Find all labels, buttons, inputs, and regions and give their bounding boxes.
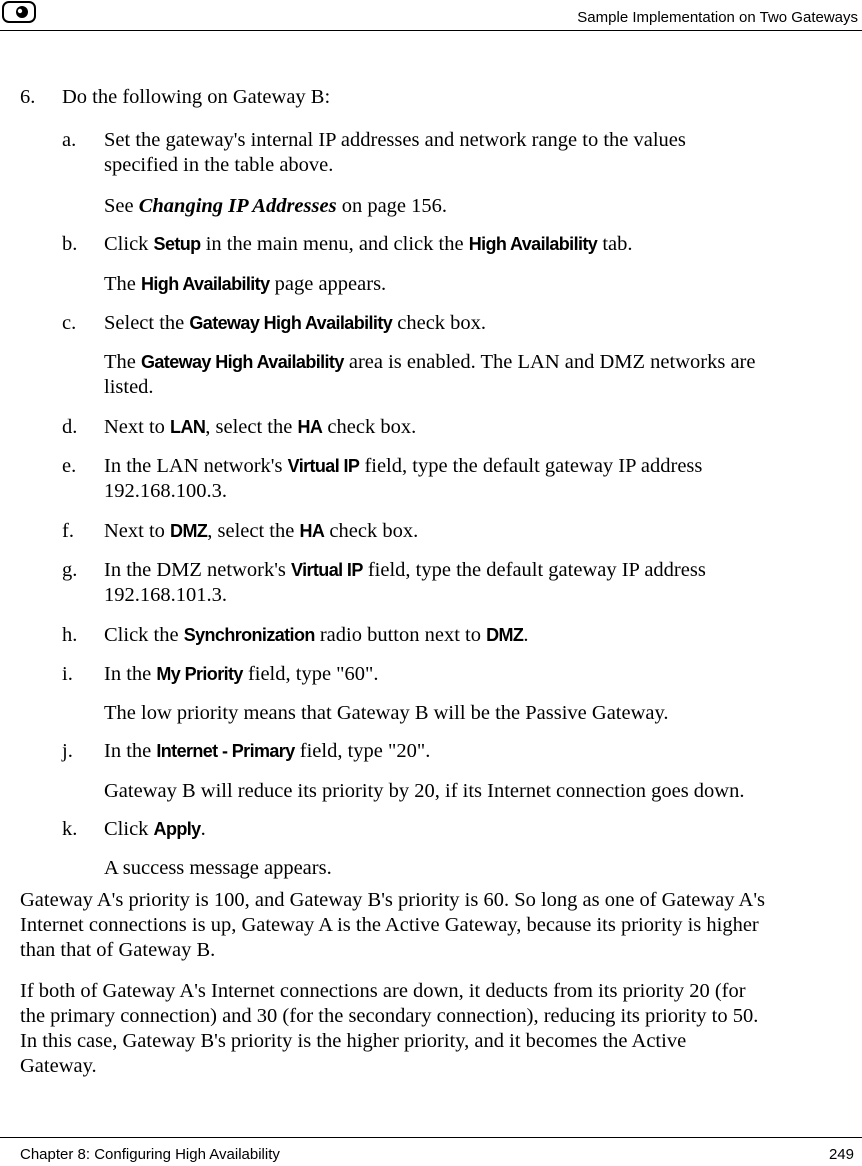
text-run: In the LAN network's <box>104 455 288 477</box>
text-run: field, type "60". <box>242 663 379 685</box>
text-run: The <box>104 351 141 373</box>
paragraph-1-line: Internet connections is up, Gateway A is the Active Gateway, because its priority is higher <box>20 914 759 936</box>
substep-k-result: A success message appears. <box>104 857 332 879</box>
sofaware-logo-icon <box>2 1 36 23</box>
substep-letter: a. <box>62 129 77 151</box>
step-text: Do the following on Gateway B: <box>62 86 331 108</box>
substep-j-result: Gateway B will reduce its priority by 20, if its Internet connection goes down. <box>104 780 745 802</box>
paragraph-1-line: than that of Gateway B. <box>20 939 216 961</box>
paragraph-2-line: the primary connection) and 30 (for the secondary connection), reducing its priority to 50. <box>20 1005 759 1027</box>
text-run: . <box>200 818 206 840</box>
ui-term: Virtual IP <box>291 560 363 580</box>
substep-a-text-cont: specified in the table above. <box>104 154 334 176</box>
text-run: Click <box>104 233 154 255</box>
text-run: radio button next to <box>314 624 487 646</box>
text-run: . <box>523 624 529 646</box>
text-run: Click the <box>104 624 184 646</box>
text-run: check box. <box>324 520 419 542</box>
substep-letter: d. <box>62 416 78 438</box>
substep-letter: h. <box>62 624 78 646</box>
substep-f-text <box>104 520 418 543</box>
text-run: , select the <box>205 416 298 438</box>
ui-term: High Availability <box>141 274 270 294</box>
substep-b-text <box>104 233 633 256</box>
substep-letter: e. <box>62 455 77 477</box>
see-prefix: See <box>104 195 139 217</box>
substep-a-text: Set the gateway's internal IP addresses and network range to the values <box>104 129 686 151</box>
text-run: In the <box>104 740 157 762</box>
ui-term: DMZ <box>486 625 524 645</box>
text-run: Next to <box>104 520 171 542</box>
changing-ip-addresses-link[interactable]: Changing IP Addresses <box>138 195 337 217</box>
ui-term: Internet - Primary <box>156 741 295 761</box>
text-run: Next to <box>104 416 171 438</box>
ui-term: My Priority <box>156 664 243 684</box>
substep-c-result-cont: listed. <box>104 376 154 398</box>
paragraph-1-line: Gateway A's priority is 100, and Gateway B's priority is 60. So long as one of Gateway A's <box>20 889 765 911</box>
text-run: In the <box>104 663 157 685</box>
substep-letter: b. <box>62 233 78 255</box>
ui-term: Gateway High Availability <box>141 352 344 372</box>
text-run: The <box>104 273 141 295</box>
substep-h-text <box>104 624 528 647</box>
substep-g-text-cont: 192.168.101.3. <box>104 584 227 606</box>
step-number: 6. <box>20 86 36 108</box>
ui-term: Gateway High Availability <box>189 313 393 333</box>
text-run: tab. <box>597 233 633 255</box>
text-run: field, type the default gateway IP address <box>359 455 703 477</box>
see-suffix: on page 156. <box>336 195 448 217</box>
ui-term: DMZ <box>170 521 208 541</box>
substep-e-text <box>104 455 702 478</box>
ui-term: High Availability <box>468 234 598 254</box>
substep-c-text <box>104 312 486 335</box>
text-run: in the main menu, and click the <box>200 233 469 255</box>
substep-k-text <box>104 818 206 841</box>
text-run: field, type "20". <box>294 740 431 762</box>
substep-j-text <box>104 740 430 763</box>
substep-letter: g. <box>62 559 78 581</box>
paragraph-2-line: In this case, Gateway B's priority is the higher priority, and it becomes the Active <box>20 1030 687 1052</box>
text-run: page appears. <box>269 273 387 295</box>
text-run: field, type the default gateway IP address <box>362 559 706 581</box>
substep-letter: k. <box>62 818 78 840</box>
ui-term: Apply <box>153 819 201 839</box>
paragraph-2-line: If both of Gateway A's Internet connections are down, it deducts from its priority 20 (for <box>20 980 746 1002</box>
header-title: Sample Implementation on Two Gateways <box>577 9 858 26</box>
paragraph-2-line: Gateway. <box>20 1055 97 1077</box>
text-run: check box. <box>322 416 417 438</box>
substep-e-text-cont: 192.168.100.3. <box>104 480 227 502</box>
footer-chapter: Chapter 8: Configuring High Availability <box>20 1146 280 1163</box>
ui-term: HA <box>299 521 325 541</box>
substep-letter: f. <box>62 520 74 542</box>
ui-term: Synchronization <box>183 625 315 645</box>
substep-letter: j. <box>62 740 73 762</box>
text-run: Select the <box>104 312 190 334</box>
substep-i-text <box>104 663 379 686</box>
ui-term: Setup <box>153 234 201 254</box>
substep-c-result <box>104 351 756 374</box>
substep-letter: i. <box>62 663 73 685</box>
substep-i-result: The low priority means that Gateway B will be the Passive Gateway. <box>104 702 669 724</box>
substep-letter: c. <box>62 312 77 334</box>
text-run: In the DMZ network's <box>104 559 292 581</box>
footer-page-number: 249 <box>828 1146 854 1163</box>
substep-d-text <box>104 416 416 439</box>
text-run: area is enabled. The LAN and DMZ networks are <box>343 351 756 373</box>
page-footer <box>0 1137 862 1166</box>
ui-term: HA <box>297 417 323 437</box>
page-header <box>0 0 862 31</box>
text-run: , select the <box>207 520 300 542</box>
substep-b-result <box>104 273 386 296</box>
ui-term: LAN <box>170 417 206 437</box>
substep-a-see <box>104 195 447 218</box>
substep-g-text <box>104 559 706 582</box>
text-run: Click <box>104 818 154 840</box>
text-run: check box. <box>392 312 487 334</box>
ui-term: Virtual IP <box>287 456 360 476</box>
